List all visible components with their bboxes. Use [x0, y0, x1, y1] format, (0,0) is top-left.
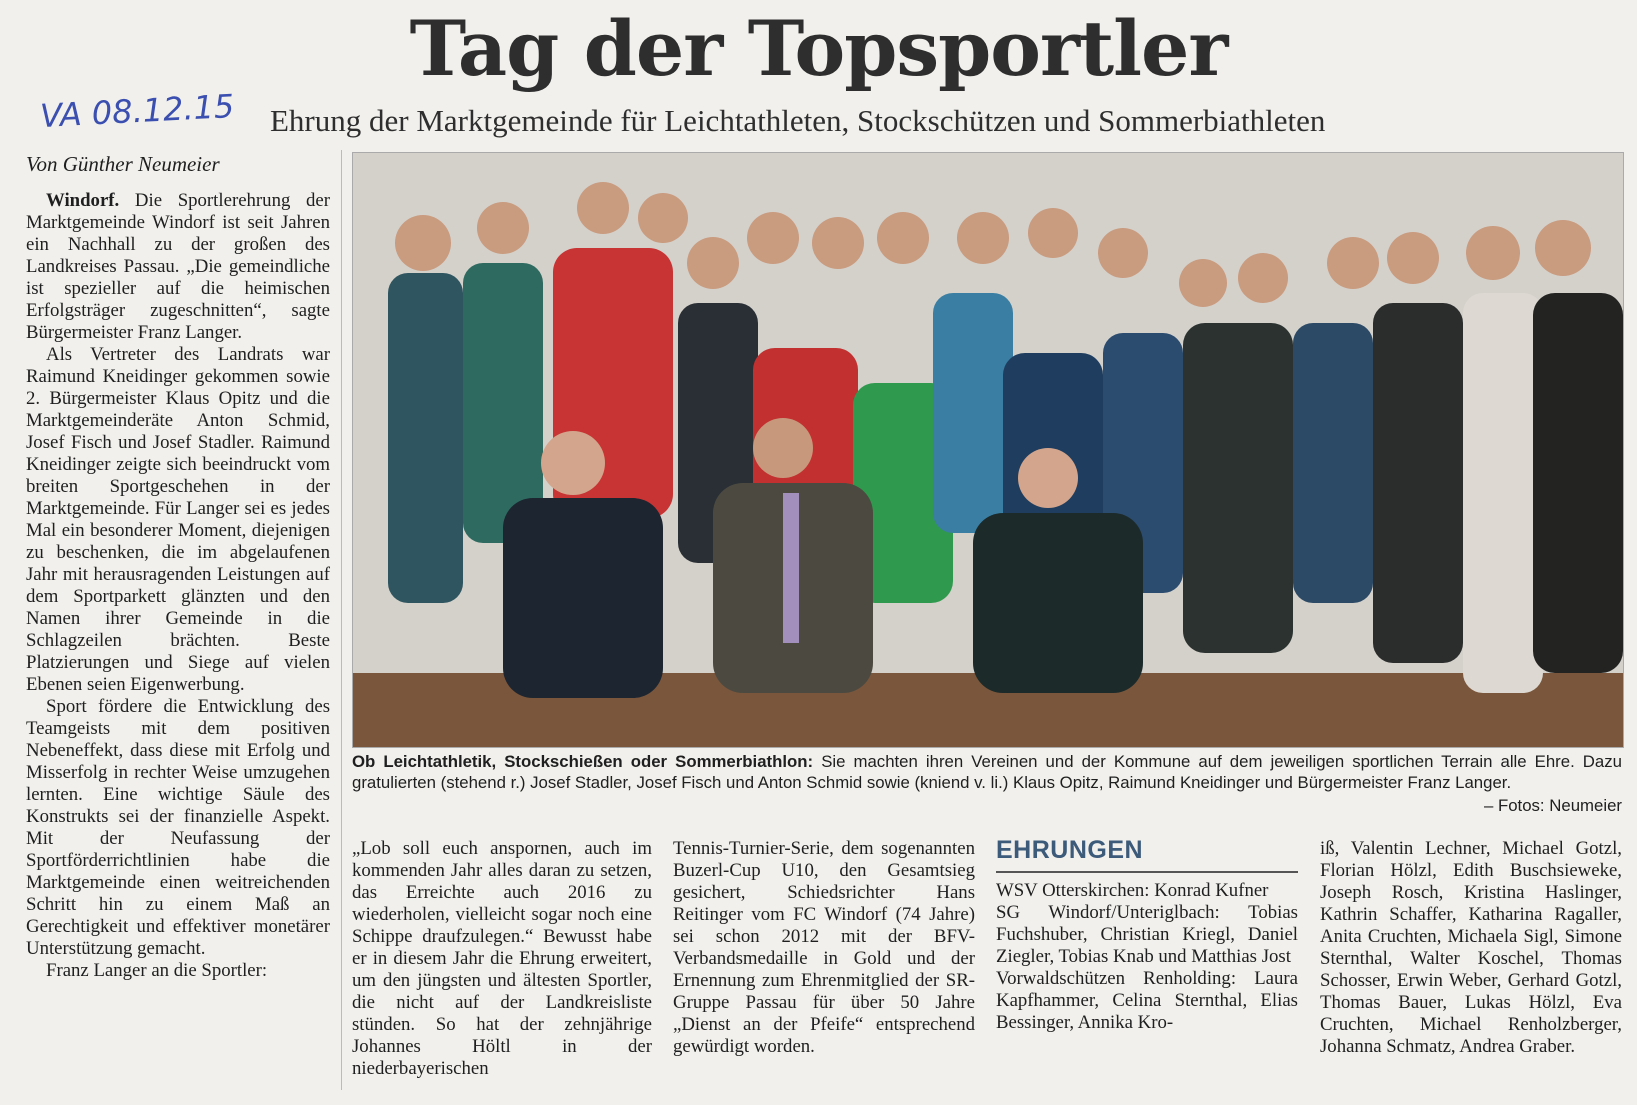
caption-lead: Ob Leichtathletik, Stockschießen oder Sommerbiathlon:	[352, 752, 814, 771]
byline: Von Günther Neumeier	[26, 152, 220, 176]
honors-rule	[996, 871, 1298, 873]
photo-caption	[352, 751, 1622, 793]
article-subtitle: Ehrung der Marktgemeinde für Leichtathleten, Stockschützen und Sommerbiathleten	[270, 103, 1326, 138]
caption-text: Sie machten ihren Vereinen und der Kommune auf dem jeweiligen sportlichen Terrain alle Ehre. Dazu gratulierten (stehend r.) Josef Stadler, Josef Fisch und Anton Schmid sowie (kniend v. li.) Klaus Opitz, Raimund Kneidinger und Bürgermeister Franz Langer.	[352, 752, 1622, 792]
paragraph-1-text: Die Sportlerehrung der Marktgemeinde Windorf ist seit Jahren ein Nachhall zu der großen des Landkreises Passau. „Die gemeindliche ist spezieller auf die heimischen Erfolgsträger zugeschnitten“, sagte Bürgermeister Franz Langer.	[26, 190, 330, 343]
left-column	[26, 190, 330, 982]
handwritten-date: VA 08.12.15	[39, 86, 236, 136]
honors-entry: Vorwaldschützen Renholding: Laura Kapfhammer, Celina Sternthal, Elias Bessinger, Annika Kro-	[996, 968, 1298, 1033]
honors-entry: SG Windorf/Unteriglbach: Tobias Fuchshuber, Christian Kriegl, Daniel Ziegler, Tobias Knab und Matthias Jost	[996, 902, 1298, 967]
dateline: Windorf.	[46, 190, 120, 211]
honors-title: EHRUNGEN	[996, 836, 1144, 864]
paragraph-2: Als Vertreter des Landrats war Raimund Kneidinger gekommen sowie 2. Bürgermeister Klaus Opitz und die Marktgemeinderäte Anton Schmid, Josef Fisch und Josef Stadler. Raimund Kneidinger zeigte sich beeindruckt vom breiten Sportgeschehen in der Marktgemeinde. Für Langer sei es jedes Mal ein besonderer Moment, diejenigen zu beschenken, die im abgelaufenen Jahr mit herausragenden Leistungen auf dem Sportparkett glänzten und den Namen ihrer Gemeinde in die Schlagzeilen brächten. Beste Platzierungen und Siege auf vielen Ebenen seien Eigenwerbung.	[26, 344, 330, 695]
paragraph-1	[26, 190, 330, 344]
photo-credit: – Fotos: Neumeier	[1483, 796, 1622, 815]
group-photo	[352, 152, 1624, 748]
group-photo-illustration	[353, 153, 1623, 747]
column-3-text: Tennis-Turnier-Serie, dem sogenannten Buzerl-Cup U10, den Gesamtsieg gesichert, Schiedsrichter Hans Reitinger vom FC Windorf (74 Jahre) sei schon 2012 mit der BFV-Verbandsmedaille in Gold und der Ernennung zum Ehrenmitglied der SR-Gruppe Passau für über 50 Jahre „Dienst an der Pfeife“ entsprechend gewürdigt worden.	[673, 838, 975, 1057]
column-5-text: iß, Valentin Lechner, Michael Gotzl, Florian Hölzl, Edith Buschsieweke, Joseph Rosch, Kristina Haslinger, Kathrin Schaffer, Katharina Ragaller, Anita Cruchten, Michaela Sigl, Simone Sternthal, Walter Koschel, Thomas Schosser, Erwin Weber, Gerhard Gotzl, Thomas Bauer, Lukas Hölzl, Eva Cruchten, Michael Renholzberger, Johanna Schmatz, Andrea Graber.	[1320, 838, 1622, 1057]
paragraph-3: Sport fördere die Entwicklung des Teamgeists mit dem positiven Nebeneffekt, dass diese mit Erfolg und Misserfolg in rechter Weise umzugehen lernten. Eine wichtige Säule des Konstrukts sei der finanzielle Aspekt. Mit der Neufassung der Sportförderrichtlinien habe die Marktgemeinde einen weitreichenden Schritt hin zu einem Maß an Gerechtigkeit und effektiver monetärer Unterstützung gemacht.	[26, 696, 330, 959]
column-5	[1320, 838, 1622, 1058]
honors-list	[996, 880, 1298, 1034]
paragraph-4: Franz Langer an die Sportler:	[46, 960, 268, 981]
column-3	[673, 838, 975, 1058]
honors-entry: WSV Otterskirchen: Konrad Kufner	[996, 880, 1269, 901]
column-2	[352, 838, 652, 1080]
article-title: Tag der Topsportler	[409, 4, 1228, 93]
column-divider	[341, 150, 342, 1090]
column-2-text: „Lob soll euch anspornen, auch im kommenden Jahr alles daran zu setzen, das Erreichte auch 2016 zu wiederholen, vielleicht sogar noch eine Schippe draufzulegen.“ Bewusst habe er in diesem Jahr die Ehrung erweitert, um den jüngsten und ältesten Sportler, die nicht auf der Landkreisliste stünden. So hat der zehnjährige Johannes Höltl in der niederbayerischen	[352, 838, 652, 1079]
